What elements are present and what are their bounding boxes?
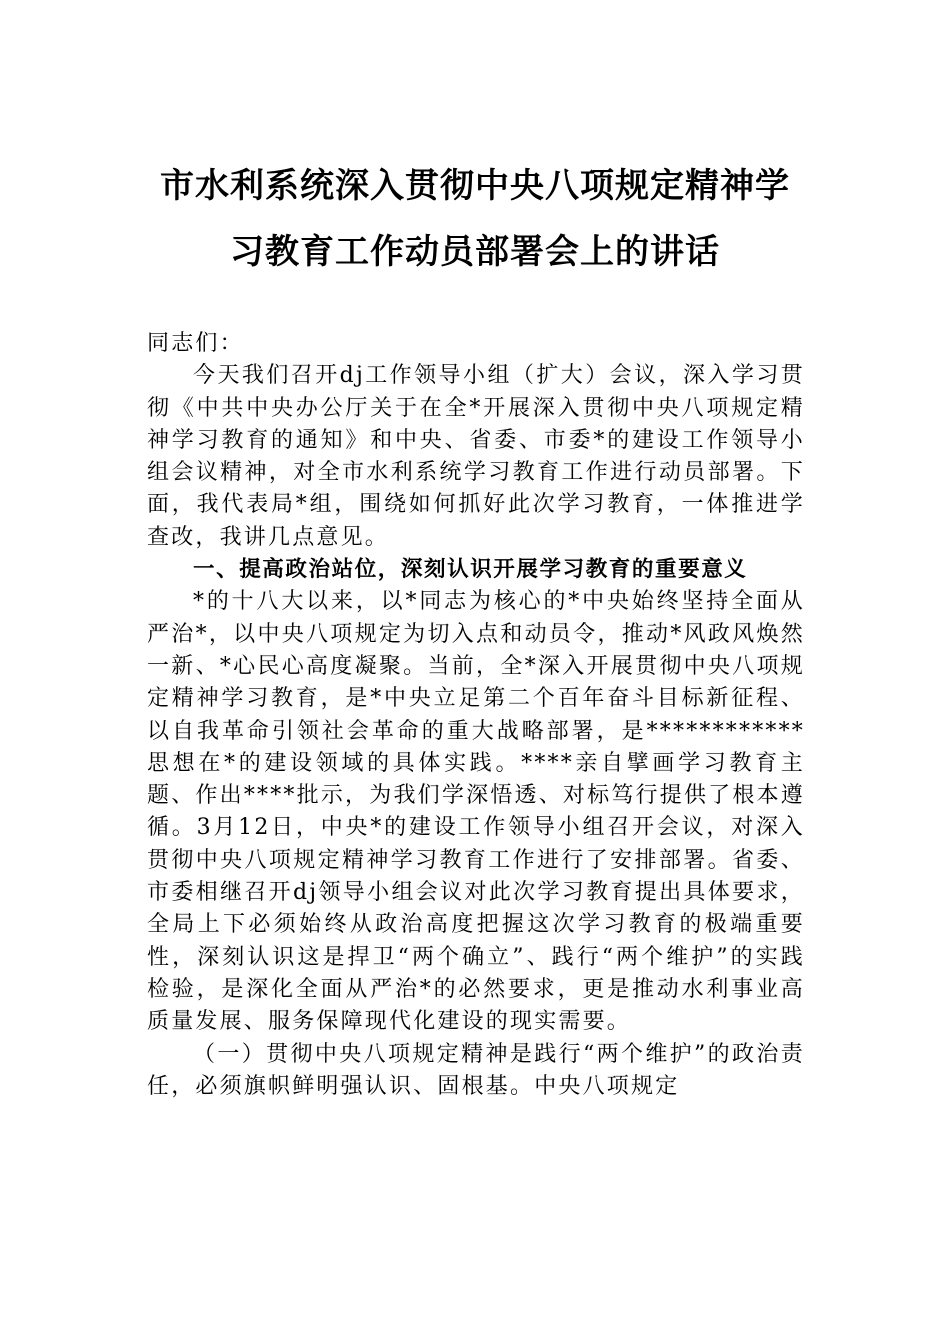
subsection-1-paragraph: （一）贯彻中央八项规定精神是践行“两个维护”的政治责任，必须旗帜鲜明强认识、固根基。中央八项规定: [147, 1041, 805, 1099]
intro-paragraph: 今天我们召开dj工作领导小组（扩大）会议，深入学习贯彻《中共中央办公厅关于在全*开展深入贯彻中央八项规定精神学习教育的通知》和中央、省委、市委*的建设工作领导小组会议精神，对全市水利系统学习教育工作进行动员部署。下面，我代表局*组，围绕如何抓好此次学习教育，一体推进学查改，我讲几点意见。: [147, 363, 805, 550]
document-body: [147, 328, 805, 1103]
section-1-paragraph: *的十八大以来，以*同志为核心的*中央始终坚持全面从严治*，以中央八项规定为切入点和动员令，推动*风政风焕然一新、*心民心高度凝聚。当前，全*深入开展贯彻中央八项规定精神学习教育，是*中央立足第二个百年奋斗目标新征程、以自我革命引领社会革命的重大战略部署，是************思想在*的建设领域的具体实践。****亲自擘画学习教育主题、作出****批示，为我们学深悟透、对标笃行提供了根本遵循。3月12日，中央*的建设工作领导小组召开会议，对深入贯彻中央八项规定精神学习教育工作进行了安排部署。省委、市委相继召开dj领导小组会议对此次学习教育提出具体要求，全局上下必须始终从政治高度把握这次学习教育的极端重要性，深刻认识这是捍卫“两个确立”、践行“两个维护”的实践检验，是深化全面从严治*的必然要求，更是推动水利事业高质量发展、服务保障现代化建设的现实需要。: [147, 589, 805, 1035]
document-title-line-2: 习教育工作动员部署会上的讲话: [230, 232, 720, 272]
section-1-heading: 一、提高政治站位，深刻认识开展学习教育的重要意义: [193, 557, 748, 583]
document-title-line-1: 市水利系统深入贯彻中央八项规定精神学: [160, 166, 790, 206]
salutation: 同志们：: [147, 331, 244, 356]
